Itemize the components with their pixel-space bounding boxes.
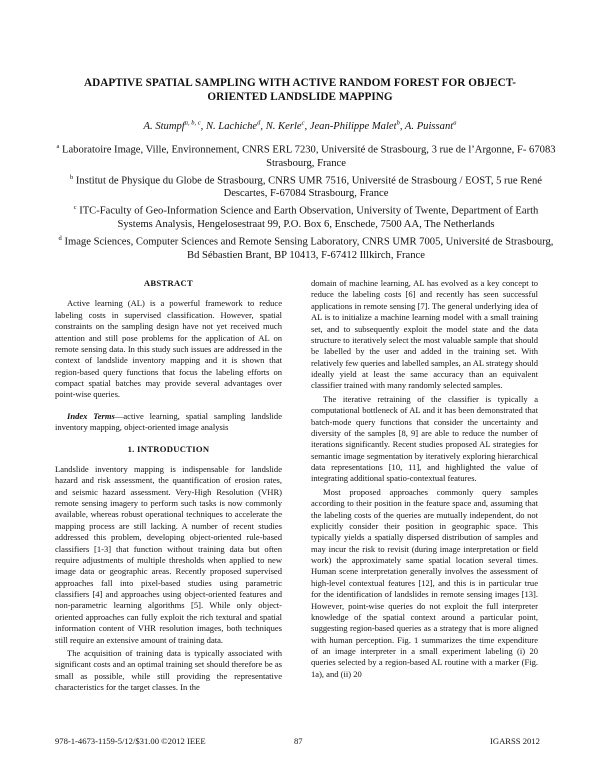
footer-conference: IGARSS 2012 <box>490 736 540 746</box>
author: N. Lachiche$^d$, <box>205 119 266 132</box>
paragraph: The acquisition of training data is typically associated with significant costs and an optimal training set should therefore be as small as possible, while still providing the representative characteristics for the target classes. In the <box>55 647 282 692</box>
introduction-heading: 1. INTRODUCTION <box>127 443 210 454</box>
abstract-heading: ABSTRACT <box>143 278 194 288</box>
paragraph: The iterative retraining of the classifier is typically a computational bottleneck of AL and it has been demonstrated that batch-mode query functions that consider the uncertainty and diversity of the samples [8, 9] are able to reduce the number of iterations significantly. Recent studies proposed AL strategies for semantic image segmentation by iteratively exploring hierarchical data representations [10, 11], and highlighted the value of integrating additional spatio-contextual features. <box>311 393 538 484</box>
author: A. Stumpf$^{a, b, c}$, <box>143 119 206 132</box>
paragraph: domain of machine learning, AL has evolved as a key concept to reduce the labeling costs [6] and recently has seen successful applications in remote sensing [7]. The general underlying idea of AL is to initialize a machine learning model with a small training set, and to subsequently exploit the model state and the data structure to iteratively select the most valuable sample that should be labelled by the user and added in the training set. With relatively few queries and labelled samples, an AL strategy should ideally yield at least the same accuracy than an equivalent classifier trained with many randomly selected samples. <box>311 278 538 391</box>
index-terms: Index Terms—active learning, spatial sampling landslide inventory mapping, object-oriented image analysis <box>55 410 282 433</box>
affiliation: $^a$ Laboratoire Image, Ville, Environnement, CNRS ERL 7230, Université de Strasbourg, 3 rue de l’Argonne, F- 67083 Strasbourg, France <box>56 143 556 169</box>
affiliation: $^d$ Image Sciences, Computer Sciences and Remote Sensing Laboratory, CNRS UMR 7005, Université de Strasbourg, Bd Sébastien Brant, BP 10413, F-67412 Illkirch, France <box>58 234 554 261</box>
author: A. Puissant$^a$ <box>404 119 457 132</box>
affiliation: $^b$ Institut de Physique du Globe de Strasbourg, CNRS UMR 7516, Université de Strasbourg / EOST, 5 rue René Descartes, F-67084 Strasbourg, France <box>70 173 542 200</box>
paper-title: ADAPTIVE SPATIAL SAMPLING WITH ACTIVE RANDOM FOREST FOR OBJECT-ORIENTED LANDSLIDE MAPPING <box>83 77 517 103</box>
paragraph: Landslide inventory mapping is indispensable for landslide hazard and risk assessment, the quantification of erosion rates, and seismic hazard assessment. Very-High Resolution (VHR) remote sensing imagery to perform such tasks is now commonly available, whereas robust operational techniques to accelerate the mapping process are still lacking. A number of recent studies addressed this problem, developing object-oriented rule-based classifiers [1-3] that function without training data but often require adjustments of multiple thresholds when applied to new image data or geographic areas. Recently proposed supervised approaches fall into pixel-based studies using parametric classifiers [4] and approaches using object-oriented features and non-parametric learning algorithms [5]. While only object-oriented approaches can fully exploit the rich textural and spatial information content of VHR resolution images, both techniques still require an extensive amount of training data. <box>55 463 282 645</box>
left-column <box>55 278 282 693</box>
author: N. Kerle$^c$, <box>265 119 310 132</box>
footer-isbn: 978-1-4673-1159-5/12/$31.00 ©2012 IEEE <box>55 736 206 746</box>
right-column <box>311 278 538 680</box>
author: Jean-Philippe Malet$^b$, <box>309 119 405 132</box>
abstract-text: Active learning (AL) is a powerful framework to reduce labeling costs in supervised classification. However, spatial constraints on the sampling design have not yet received much attention and still pose problems for the application of AL on remote sensing data. In this study such issues are addressed in the context of landslide inventory mapping and it is shown that region-based query functions that focus the labeling efforts on compact spatial batches may provide several advantages over point-wise queries. <box>55 298 282 400</box>
affiliation-list <box>56 140 556 263</box>
paragraph: Most proposed approaches commonly query samples according to their position in the feature space and, assuming that the labeling costs of the queries are mutually independent, do not explicitly consider their position in geographic space. This typically yields a spatially dispersed distribution of samples and may incur the risk to revisit (during image interpretation or field work) the approximately same spatial location several times. Human scene interpretation generally involves the assessment of high-level contextual features [12], and this is in particular true for the identification of landslides in remote sensing images [13]. However, point-wise queries do not exploit the full interpreter knowledge of the spatial context around a particular point, suggesting region-based queries as a strategy that is more aligned with human perception. Fig. 1 summarizes the time expenditure of an image interpreter in a small experiment labeling (i) 20 queries selected by a region-based AL routine with a marker (Fig. 1a), and (ii) 20 <box>311 486 538 679</box>
affiliation: $^c$ ITC-Faculty of Geo-Information Science and Earth Observation, University of Twente, Department of Earth Systems Analysis, Hengelosestraat 99, P.O. Box 6, Enschede, 7500 AA, The Netherlands <box>73 204 539 231</box>
footer-page-number: 87 <box>294 736 303 746</box>
author-list <box>40 116 560 133</box>
